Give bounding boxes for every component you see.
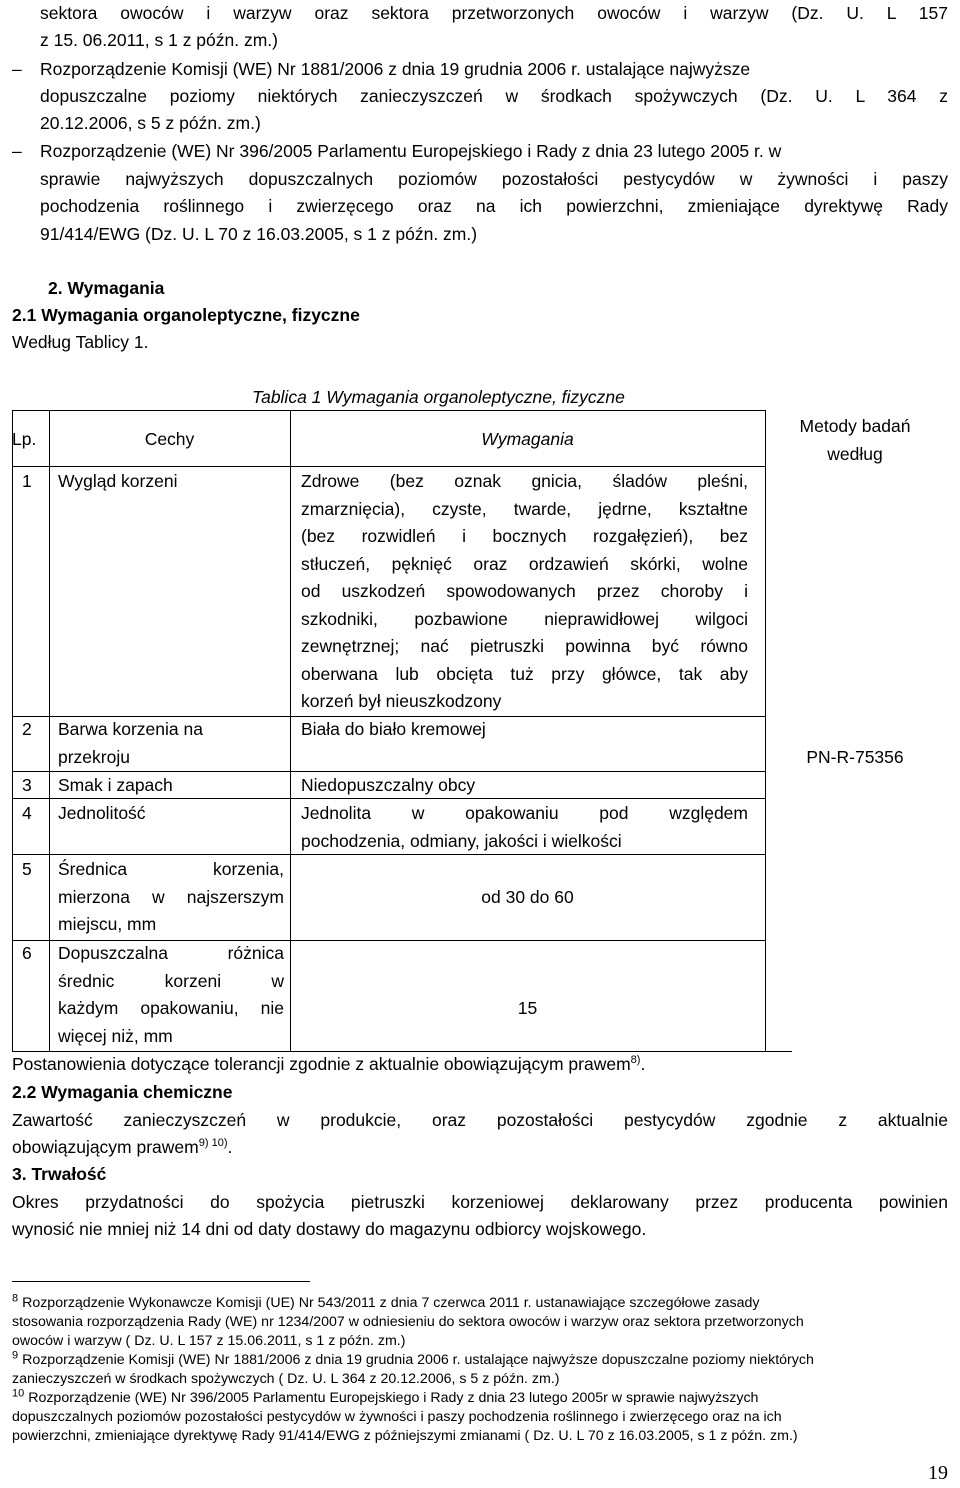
footnote-8-number: 8 bbox=[12, 1292, 19, 1305]
header-cechy: Cechy bbox=[144, 429, 195, 449]
requirements-table bbox=[12, 410, 911, 1052]
header-wymagania: Wymagania bbox=[481, 429, 574, 449]
footnote-10-number: 10 bbox=[12, 1387, 25, 1400]
row-6-feature-line-4: więcej niż, mm bbox=[58, 1025, 173, 1046]
row-1-req-line-4: stłuczeń, pęknięć oraz ordzawień skórki, wolne bbox=[301, 553, 748, 574]
table-caption: Tablica 1 Wymagania organoleptyczne, fizyczne bbox=[252, 387, 625, 407]
intro-line-1: sektora owoców i warzyw oraz sektora przetworzonych owoców i warzyw (Dz. U. L 157 bbox=[40, 3, 948, 23]
shelf-life-line-2: wynosić nie mniej niż 14 dni od daty dostawy do magazynu odbiorcy wojskowego. bbox=[12, 1219, 647, 1239]
row-6-feature-line-2: średnic korzeni w bbox=[58, 970, 284, 991]
row-2-requirement: Biała do biało kremowej bbox=[301, 719, 486, 739]
row-1-req-line-5: od uszkodzeń spowodowanych przez choroby i bbox=[301, 581, 748, 601]
row-6-requirement: 15 bbox=[517, 998, 538, 1018]
section-2-heading: 2. Wymagania bbox=[48, 278, 165, 298]
table-border bbox=[290, 410, 291, 1052]
row-2-feature-line-1: Barwa korzenia na bbox=[58, 719, 203, 739]
row-5-requirement: od 30 do 60 bbox=[481, 886, 574, 907]
regulation-item-1881 bbox=[12, 56, 948, 83]
row-3-feature: Smak i zapach bbox=[58, 775, 173, 795]
row-1-req-line-6: szkodniki, pozbawione nieprawidłowej wilgoci bbox=[301, 608, 748, 629]
table-border bbox=[12, 466, 766, 467]
footnote-10-line-2: dopuszczalnych poziomów pozostałości pestycydów w żywności i paszy pochodzenia roślinnego i zwierzęcego oraz na ich bbox=[12, 1409, 782, 1425]
shelf-life-line-1: Okres przydatności do spożycia pietruszki korzeniowej deklarowany przez producenta powinien bbox=[12, 1192, 948, 1212]
chemical-line-2-text: obowiązującym prawem bbox=[12, 1137, 199, 1157]
row-6-feature-line-1: Dopuszczalna różnica bbox=[58, 943, 284, 963]
intro-line-5: 20.12.2006, s 5 z późn. zm.) bbox=[40, 113, 261, 133]
table-border bbox=[12, 410, 13, 1052]
row-3-number: 3 bbox=[22, 775, 32, 795]
intro-line-7: sprawie najwyższych dopuszczalnych poziomów pozostałości pestycydów w żywności i paszy bbox=[40, 169, 948, 189]
footnote-10-text: Rozporządzenie (WE) Nr 396/2005 Parlamentu Europejskiego i Rady z dnia 23 lutego 2005r w sprawie najwyższych bbox=[28, 1390, 759, 1406]
footnote-ref-8: 8) bbox=[630, 1054, 641, 1067]
row-5-feature-line-2: mierzona w najszerszym bbox=[58, 886, 284, 907]
chemical-line-1: Zawartość zanieczyszczeń w produkcie, oraz pozostałości pestycydów zgodnie z aktualnie bbox=[12, 1110, 948, 1130]
footnote-8-line-3: owoców i warzyw ( Dz. U. L 157 z 15.06.2011, s 1 z późn. zm.) bbox=[12, 1333, 406, 1349]
row-1-req-line-1: Zdrowe (bez oznak gnicia, śladów pleśni, bbox=[301, 471, 748, 491]
row-1-req-line-7: zewnętrznej; nać pietruszki powinna być równo bbox=[301, 636, 748, 656]
row-4-req-line-1: Jednolita w opakowaniu pod względem bbox=[301, 803, 748, 823]
intro-line-6: Rozporządzenie (WE) Nr 396/2005 Parlamentu Europejskiego i Rady z dnia 23 lutego 2005 r. w bbox=[40, 141, 782, 161]
intro-line-2: z 15. 06.2011, s 1 z późn. zm.) bbox=[40, 30, 278, 50]
row-2-number: 2 bbox=[22, 719, 32, 739]
header-lp: Lp. bbox=[12, 429, 37, 449]
intro-line-8: pochodzenia roślinnego i zwierzęcego oraz na ich powierzchni, zmieniające dyrektywę Rady bbox=[40, 196, 948, 216]
row-6-number: 6 bbox=[22, 943, 32, 963]
table-border bbox=[49, 410, 50, 1052]
chemical-line-2 bbox=[12, 1134, 948, 1161]
footnote-ref-9-10: 9) 10) bbox=[198, 1137, 228, 1150]
tolerance-text: Postanowienia dotyczące tolerancji zgodnie z aktualnie obowiązującym prawem bbox=[12, 1054, 631, 1074]
row-2-feature-line-2: przekroju bbox=[58, 746, 130, 767]
footnote-10-line-1 bbox=[12, 1389, 948, 1408]
table-border bbox=[765, 410, 766, 1052]
tolerance-end: . bbox=[640, 1054, 646, 1074]
footnote-9-number: 9 bbox=[12, 1349, 19, 1362]
chemical-line-2-end: . bbox=[227, 1137, 233, 1157]
dash-bullet: – bbox=[12, 59, 22, 79]
row-1-feature: Wygląd korzeni bbox=[58, 471, 178, 491]
section-3-heading: 3. Trwałość bbox=[12, 1164, 107, 1184]
footnote-9-line-1 bbox=[12, 1351, 948, 1370]
row-1-number: 1 bbox=[22, 471, 32, 491]
tolerance-note bbox=[12, 1051, 948, 1078]
header-metody bbox=[765, 412, 945, 468]
dash-bullet: – bbox=[12, 141, 22, 161]
row-1-req-line-9: korzeń był nieuszkodzony bbox=[301, 691, 502, 711]
intro-line-9: 91/414/EWG (Dz. U. L 70 z 16.03.2005, s 1 z późn. zm.) bbox=[40, 224, 478, 244]
header-metody-line-2: według bbox=[827, 444, 883, 464]
intro-line-4: dopuszczalne poziomy niektórych zanieczyszczeń w środkach spożywczych (Dz. U. L 364 z bbox=[40, 86, 948, 106]
footnote-8-text: Rozporządzenie Wykonawcze Komisji (UE) Nr 543/2011 z dnia 7 czerwca 2011 r. ustanawiające szczegółowe zasady bbox=[22, 1295, 760, 1311]
footnote-9-line-2: zanieczyszczeń w środkach spożywczych ( Dz. U. L 364 z 20.12.2006, s 5 z późn. zm.) bbox=[12, 1371, 560, 1387]
footnote-9-text: Rozporządzenie Komisji (WE) Nr 1881/2006 z dnia 19 grudnia 2006 r. ustalające najwyższe dopuszczalne poziomy niektórych bbox=[22, 1352, 814, 1368]
footnote-8-line-2: stosowania rozporządzenia Rady (WE) nr 1234/2007 w odniesieniu do sektora owoców i warzyw oraz sektora przetworzonych bbox=[12, 1314, 804, 1330]
table-border bbox=[12, 410, 765, 411]
table-reference: Według Tablicy 1. bbox=[12, 332, 149, 352]
row-5-feature-line-3: miejscu, mm bbox=[58, 914, 157, 934]
page-number: 19 bbox=[928, 1462, 948, 1484]
regulation-item-396 bbox=[12, 138, 948, 165]
row-1-req-line-8: oberwana lub obcięta tuż przy główce, tak aby bbox=[301, 663, 748, 684]
method-standard: PN-R-75356 bbox=[806, 747, 904, 767]
row-4-req-line-2: pochodzenia, odmiany, jakości i wielkości bbox=[301, 830, 622, 851]
row-1-req-line-2: zmarznięcia), czyste, twarde, jędrne, kształtne bbox=[301, 498, 748, 519]
row-1-req-line-3: (bez rozwidleń i bocznych rozgałęzień), bez bbox=[301, 526, 748, 546]
footnote-separator bbox=[12, 1281, 310, 1282]
footnote-8-line-1 bbox=[12, 1294, 948, 1313]
row-3-requirement: Niedopuszczalny obcy bbox=[301, 775, 476, 795]
header-metody-line-1: Metody badań bbox=[799, 416, 911, 436]
row-4-feature: Jednolitość bbox=[58, 803, 146, 823]
row-4-number: 4 bbox=[22, 803, 32, 823]
row-5-feature-line-1: Średnica korzenia, bbox=[58, 859, 284, 879]
intro-line-3: Rozporządzenie Komisji (WE) Nr 1881/2006 z dnia 19 grudnia 2006 r. ustalające najwyższe bbox=[40, 59, 751, 79]
row-5-number: 5 bbox=[22, 859, 32, 879]
section-2-2-heading: 2.2 Wymagania chemiczne bbox=[12, 1082, 233, 1102]
footnote-10-line-3: powierzchni, zmieniające dyrektywę Rady 91/414/EWG z późniejszymi zmianami ( Dz. U. L 70 z 16.03.2005, s 1 z późn. zm.) bbox=[12, 1428, 798, 1444]
section-2-1-heading: 2.1 Wymagania organoleptyczne, fizyczne bbox=[12, 305, 360, 325]
row-6-feature-line-3: każdym opakowaniu, nie bbox=[58, 998, 284, 1018]
